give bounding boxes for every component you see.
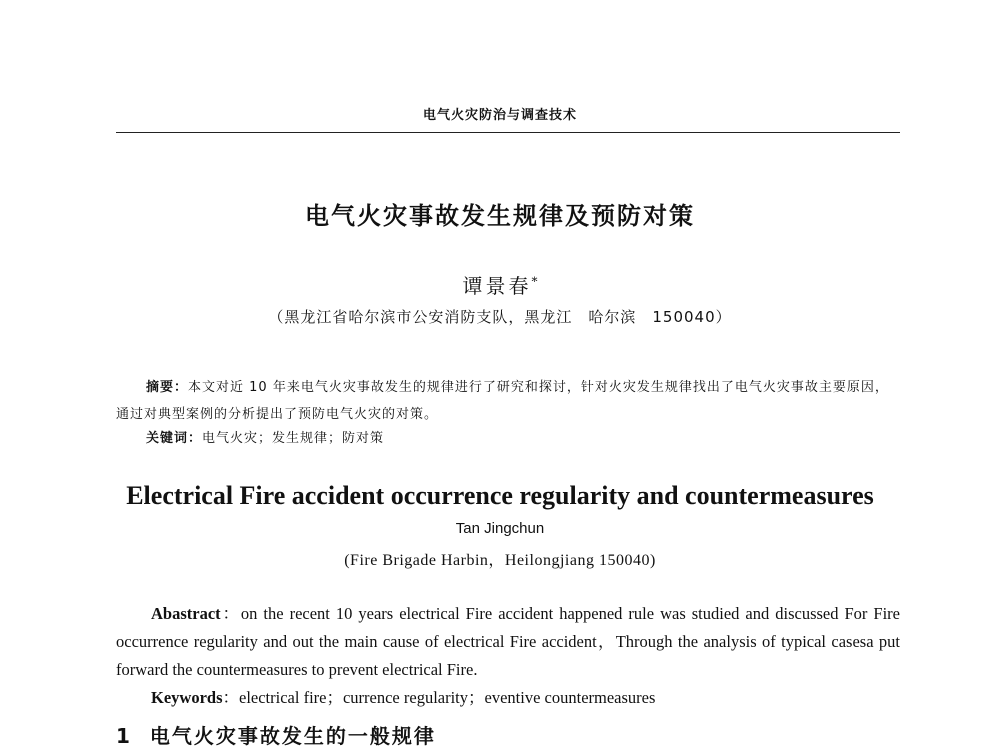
author-footnote-mark: *: [531, 274, 538, 289]
chinese-abstract-text: 本文对近 10 年来电气火灾事故发生的规律进行了研究和探讨，针对火灾发生规律找出了电气火灾事故主要原因，通过对典型案例的分析提出了预防电气火灾的对策。: [116, 380, 889, 422]
chinese-affiliation: （黑龙江省哈尔滨市公安消防支队，黑龙江 哈尔滨 150040）: [268, 308, 732, 326]
chinese-author: [0, 270, 1000, 299]
english-title: Electrical Fire accident occurrence regularity and countermeasures: [126, 481, 874, 510]
chinese-abstract-label: 摘要：: [146, 380, 189, 395]
chinese-title: 电气火灾事故发生规律及预防对策: [305, 202, 695, 230]
running-head: 电气火灾防治与调查技术: [422, 108, 577, 123]
english-abstract-label: Abastract: [151, 604, 221, 623]
chinese-keywords-label: 关键词：: [146, 431, 203, 446]
section-title: 电气火灾事故发生的一般规律: [149, 724, 436, 748]
section-heading: [116, 720, 436, 749]
english-abstract: [116, 600, 900, 684]
english-abstract-text: ：on the recent 10 years electrical Fire accident happened rule was studied and discussed For Fire occurrence regularity and out the main cause of electrical Fire accident，Through the analysis of typical casesa put forward the countermeasures to prevent electrical Fire.: [116, 604, 900, 679]
chinese-abstract: [116, 374, 900, 428]
english-author: Tan Jingchun: [455, 520, 545, 537]
chinese-keywords-text: 电气火灾；发生规律；防对策: [202, 431, 385, 446]
english-keywords-label: Keywords: [151, 688, 223, 707]
chinese-author-name: 谭景春: [462, 274, 532, 298]
chinese-keywords: [146, 427, 900, 446]
section-number: 1: [116, 724, 132, 748]
english-keywords-text: ：electrical fire；currence regularity；eventive countermeasures: [222, 688, 656, 707]
header-rule: [116, 132, 900, 133]
english-affiliation: (Fire Brigade Harbin，Heilongjiang 150040): [344, 552, 656, 569]
english-keywords: [151, 684, 900, 708]
